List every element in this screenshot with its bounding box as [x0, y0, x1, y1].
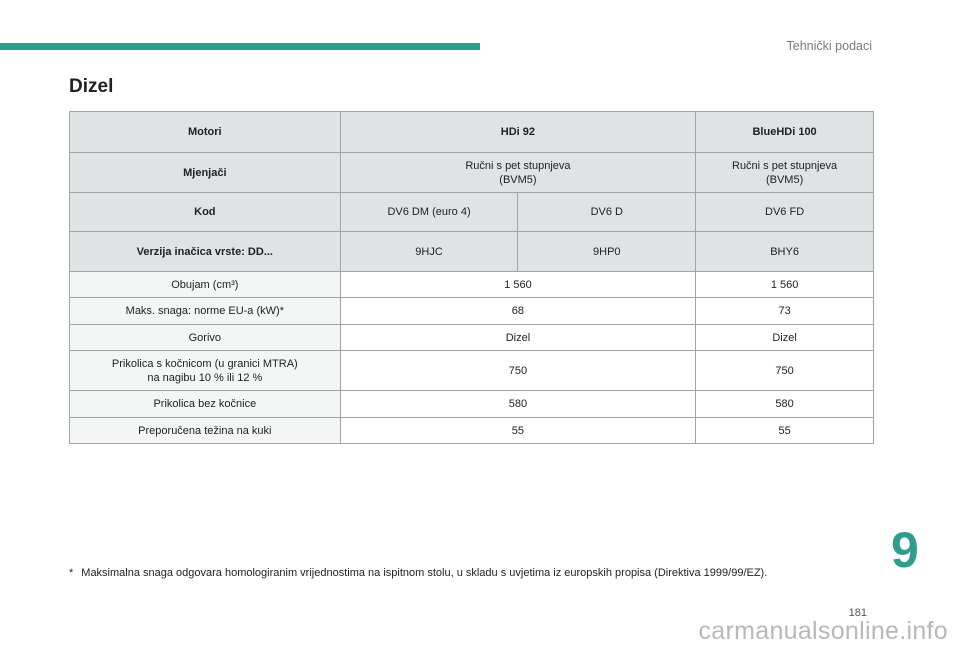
footnote [69, 567, 767, 579]
table-row [70, 418, 874, 444]
row-label: Prikolica bez kočnice [70, 391, 341, 418]
variant-row [70, 232, 874, 272]
page-number: 181 [848, 607, 867, 619]
gearbox-bluehdi100: Ručni s pet stupnjeva (BVM5) [696, 153, 874, 193]
variant-hdi92-b: 9HP0 [518, 232, 696, 272]
variant-label: Verzija inačica vrste: DD... [70, 232, 341, 272]
chapter-number: 9 [891, 522, 919, 578]
row-value-hdi92: 55 [340, 418, 696, 444]
watermark: carmanualsonline.info [698, 617, 948, 645]
diesel-spec-table [69, 111, 874, 444]
footnote-marker: * [69, 567, 74, 579]
row-label: Gorivo [70, 325, 341, 351]
table-row [70, 351, 874, 391]
variant-hdi92-a: 9HJC [340, 232, 518, 272]
gearbox-row [70, 153, 874, 193]
code-hdi92-a: DV6 DM (euro 4) [340, 193, 518, 232]
table-row [70, 272, 874, 298]
row-label: Obujam (cm³) [70, 272, 341, 298]
row-value-hdi92: Dizel [340, 325, 696, 351]
row-value-bluehdi100: 750 [696, 351, 874, 391]
row-label: Prikolica s kočnicom (u granici MTRA) na nagibu 10 % ili 12 % [70, 351, 341, 391]
gearbox-hdi92: Ručni s pet stupnjeva (BVM5) [340, 153, 696, 193]
code-label: Kod [70, 193, 341, 232]
header-accent-bar [0, 43, 480, 50]
row-value-hdi92: 1 560 [340, 272, 696, 298]
row-value-bluehdi100: 580 [696, 391, 874, 418]
code-row [70, 193, 874, 232]
table-row [70, 298, 874, 325]
code-bluehdi100: DV6 FD [696, 193, 874, 232]
row-value-hdi92: 68 [340, 298, 696, 325]
row-value-hdi92: 750 [340, 351, 696, 391]
row-value-hdi92: 580 [340, 391, 696, 418]
table-row [70, 325, 874, 351]
row-value-bluehdi100: 1 560 [696, 272, 874, 298]
engine-bluehdi100: BlueHDi 100 [696, 112, 874, 153]
page-heading: Dizel [69, 76, 114, 97]
engines-label: Motori [70, 112, 341, 153]
row-value-bluehdi100: Dizel [696, 325, 874, 351]
engines-row [70, 112, 874, 153]
row-label: Preporučena težina na kuki [70, 418, 341, 444]
row-value-bluehdi100: 73 [696, 298, 874, 325]
variant-bluehdi100: BHY6 [696, 232, 874, 272]
table-row [70, 391, 874, 418]
engine-hdi92: HDi 92 [340, 112, 696, 153]
row-value-bluehdi100: 55 [696, 418, 874, 444]
row-label: Maks. snaga: norme EU-a (kW)* [70, 298, 341, 325]
footnote-text: Maksimalna snaga odgovara homologiranim vrijednostima na ispitnom stolu, u skladu s uvjetima iz europskih propisa (Direktiva 1999/99/EZ). [81, 567, 768, 579]
code-hdi92-b: DV6 D [518, 193, 696, 232]
section-title: Tehnički podaci [786, 39, 872, 53]
gearbox-label: Mjenjači [70, 153, 341, 193]
